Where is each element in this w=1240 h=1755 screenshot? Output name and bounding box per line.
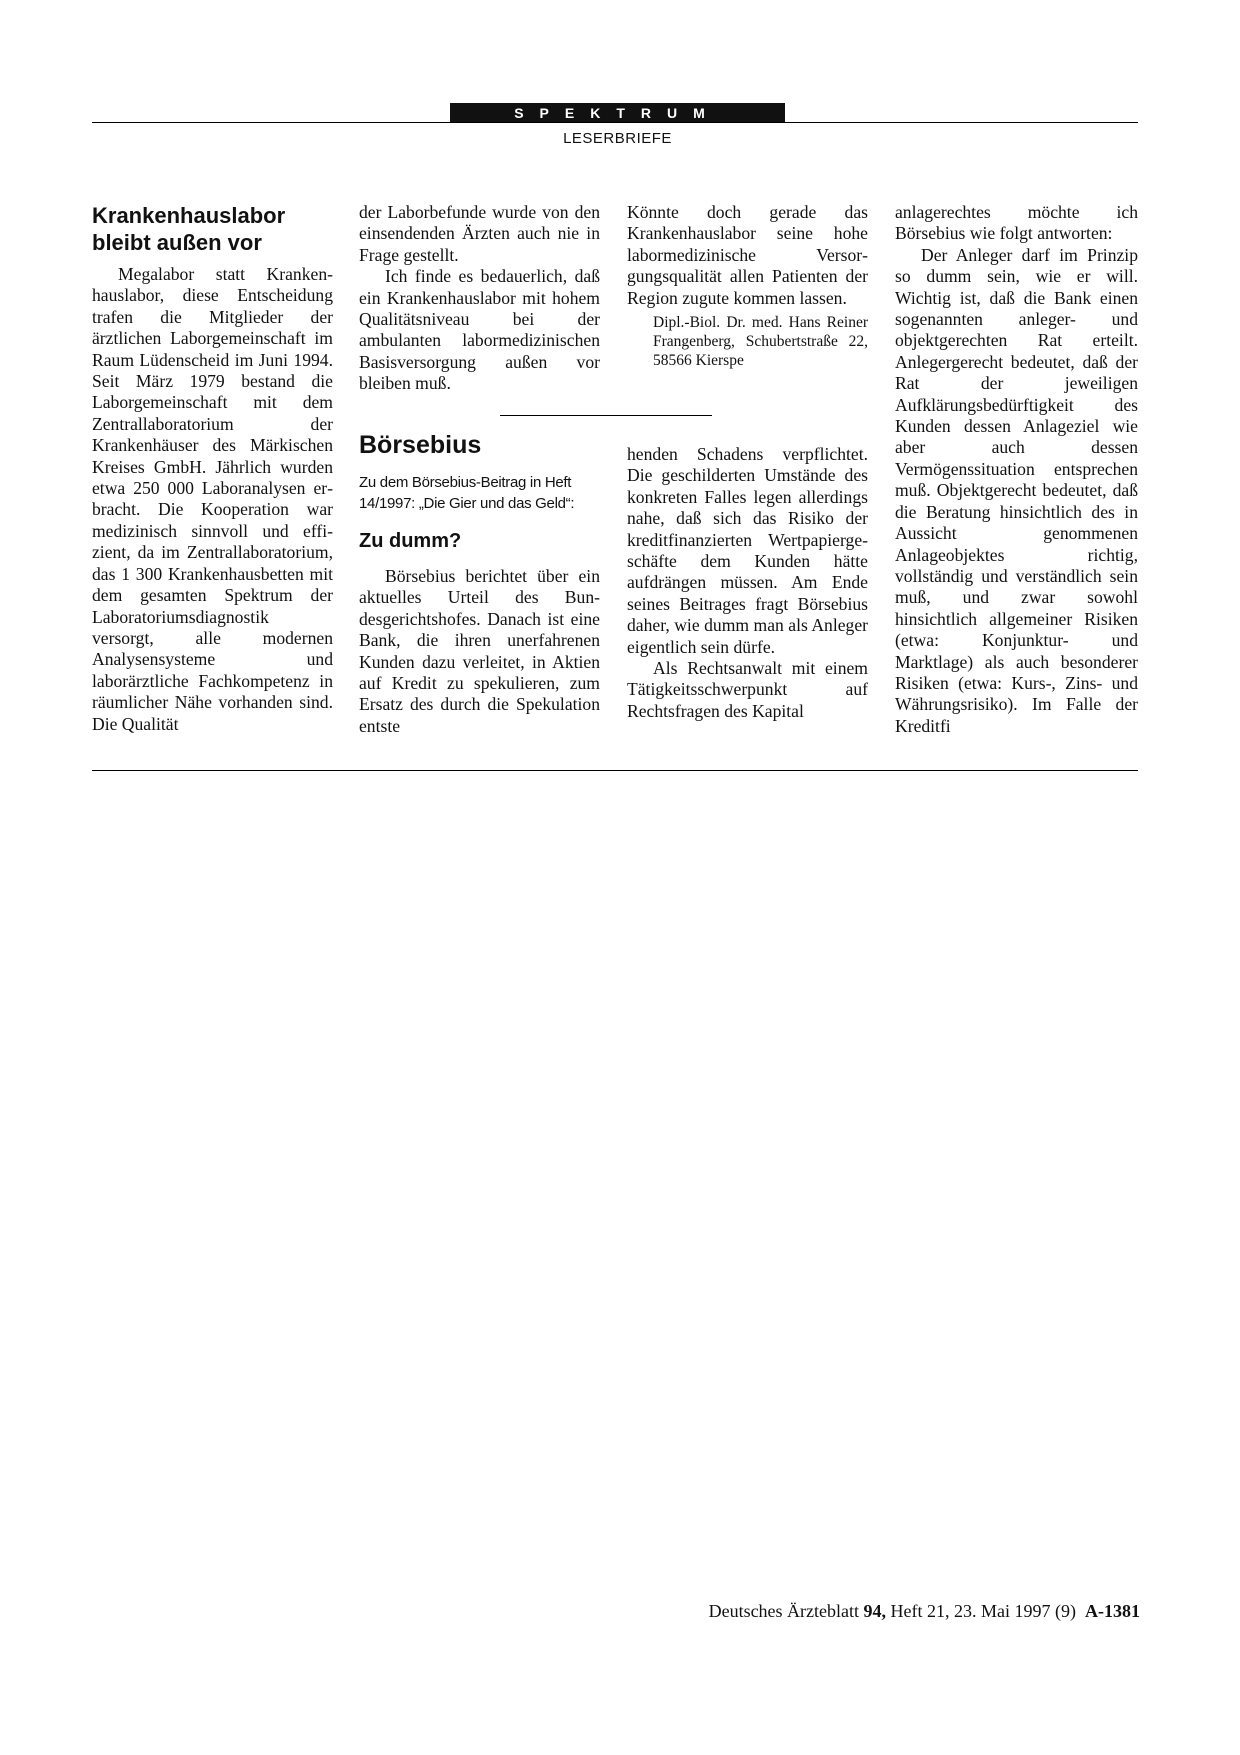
article2-title: Börsebius	[359, 431, 482, 459]
letter-title: Zu dumm?	[359, 530, 462, 552]
journal-name: Deutsches Ärzteblatt	[708, 1601, 860, 1621]
column-4	[895, 202, 1138, 737]
bottom-rule	[92, 770, 1138, 771]
article2-reference: Zu dem Börsebius-Beitrag in Heft 14/1997: „Die Gier und das Geld“:	[359, 474, 575, 512]
column-3-bottom	[627, 444, 868, 722]
article-divider	[500, 415, 712, 416]
article2-paragraph: Börsebius berichtet über ein aktuelles Urteil des Bundesgerichtshofes. Danach ist eine Bank, die ihren unerfahrenen Kunden dazu verleitet, in Aktien auf Kredit zu spekulieren, zum Ersatz des durch die Spekulation entste	[359, 566, 600, 736]
article1-title-line1: Krankenhauslabor	[92, 203, 286, 228]
article1-paragraph: Könnte doch gerade das Krankenhauslabor seine hohe labormedizinische Versorgungsqualität allen Patienten der Region zugute kommen lassen.	[627, 202, 868, 308]
article2-paragraph: Der Anleger darf im Prinzip so dumm sein, wie er will. Wichtig ist, daß die Bank einen sogenannten anleger- und objektgerechten Rat erteilt. Anlegergerecht bedeutet, daß der Rat der jeweiligen Aufklärungsbedürftigkeit des Kunden dessen Anlageziel wie aber auch dessen Vermögenssituation entsprechen muß. Objektgerecht bedeutet, daß die Beratung hinsichtlich des in Aussicht genommenen Anlageobjektes richtig, vollständig und verständlich sein muß, und zwar sowohl hinsichtlich allgemeiner Risiken (etwa: Konjunktur- und Marktlage) als auch besonderer Risiken (etwa: Kurs-, Zins- und Währungsrisiko). Im Falle der Kreditfi	[895, 244, 1138, 736]
article1-title	[92, 202, 333, 256]
header-rule	[92, 122, 1138, 123]
section-banner: SPEKTRUM	[450, 103, 785, 123]
column-2-top	[359, 202, 600, 395]
volume-number: 94,	[863, 1601, 887, 1621]
column-3-top	[627, 202, 868, 370]
article2-paragraph: henden Schadens verpflichtet. Die geschilderten Umstände des konkreten Falles legen allerdings nahe, daß sich das Risiko der kreditfinanzierten Wertpapiergeschäfte dem Kunden hätte aufdrängen müssen. Am Ende seines Beitrages fragt Börsebius daher, wie dumm man als Anleger eigentlich sein dürfe.	[627, 444, 868, 657]
article1-signature: Dipl.-Biol. Dr. med. Hans Reiner Frangenberg, Schubertstraße 22, 58566 Kierspe	[653, 314, 868, 370]
article2-paragraph: Als Rechtsanwalt mit einem Tätigkeitsschwerpunkt auf Rechtsfragen des Kapital	[627, 658, 868, 721]
article2-paragraph: anlagerechtes möchte ich Börsebius wie folgt antworten:	[895, 202, 1138, 244]
article1-paragraph: Ich finde es bedauerlich, daß ein Krankenhauslabor mit hohem Qualitätsniveau bei der ambulanten labormedizinischen Basisversorgung außen vor bleiben muß.	[359, 266, 600, 394]
issue-date: Heft 21, 23. Mai 1997 (9)	[890, 1601, 1076, 1621]
column-1	[92, 202, 333, 735]
column-2-bottom	[359, 430, 600, 737]
article1-paragraph: Megalabor statt Krankenhauslabor, diese Entscheidung trafen die Mitglieder der ärztlichen Laborgemeinschaft im Raum Lüdenscheid im Juni 1994. Seit März 1979 bestand die Laborgemeinschaft mit dem Zentrallaboratorium der Krankenhäuser des Märkischen Kreises GmbH. Jährlich wurden etwa 250 000 Laboranalysen erbracht. Die Kooperation war medizinisch sinnvoll und effizient, da im Zentrallaboratorium, das 1 300 Krankenhausbetten mit dem gesamten Spektrum der Laboratoriumsdiagnostik versorgt, alle modernen Analysensysteme und laborärztliche Fachkompetenz in räumlicher Nähe vorhanden sind. Die Qualität	[92, 264, 333, 734]
section-subtitle: LESERBRIEFE	[563, 130, 672, 147]
article1-paragraph: der Laborbefunde wurde von den einsendenden Ärzten auch nie in Frage gestellt.	[359, 202, 600, 265]
page-footer	[709, 1601, 1140, 1622]
article1-title-line2: bleibt außen vor	[92, 230, 262, 255]
page-number: A-1381	[1085, 1601, 1140, 1621]
